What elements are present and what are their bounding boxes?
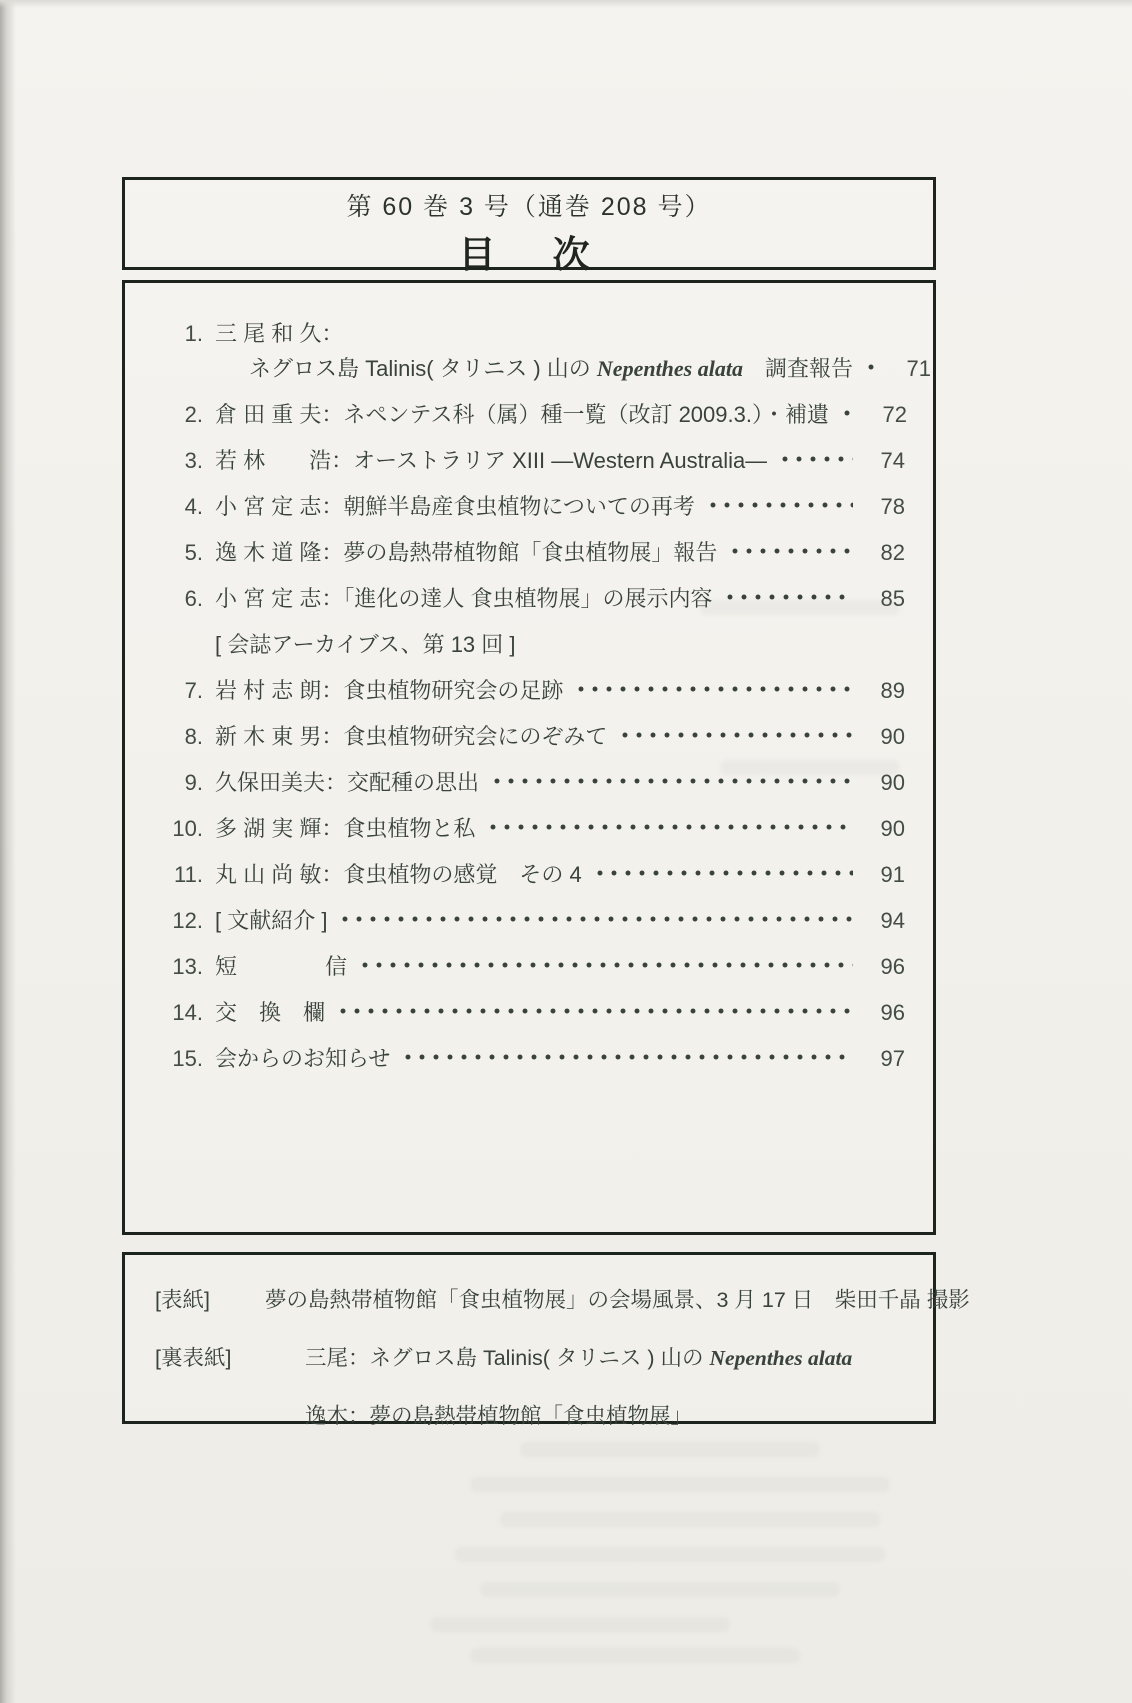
toc-entry-text-pre: 交 換 欄 (215, 1000, 326, 1025)
bleed-through-smudge (700, 600, 900, 615)
toc-page-number: 90 (880, 770, 905, 795)
issue-title-box (122, 177, 936, 275)
toc-entry-text-pre: 小 宮 定 志：「進化の達人 食虫植物展」の展示内容 (215, 586, 713, 611)
toc-entry-text (215, 317, 343, 348)
toc-entry-text (215, 812, 475, 843)
toc-entry-text-pre: 逸 木 道 隆：夢の島熱帯植物館「食虫植物展」報告 (215, 540, 718, 565)
toc-entry-text (215, 766, 479, 797)
toc-page-number: 89 (880, 678, 905, 703)
cover-credit-text (305, 1399, 692, 1430)
species-name-italic: Nepenthes alata (709, 1346, 853, 1370)
toc-entry-text-pre: 若 林 浩：オーストラリア XIII —Western Australia— (215, 448, 768, 473)
toc-entry-text-pre: ネグロス島 Talinis( タリニス ) 山の (249, 356, 597, 381)
cover-credit-text-pre: 夢の島熱帯植物館「食虫植物展」の会場風景、3 月 17 日 柴田千晶 撮影 (265, 1288, 970, 1312)
toc-entry-number: 12. (172, 908, 203, 933)
toc-entry-number: 4. (184, 494, 203, 519)
toc-entry-text (215, 490, 695, 521)
toc-entry-text (215, 1042, 390, 1073)
toc-row (155, 398, 907, 427)
toc-entry-number: 3. (184, 448, 203, 473)
bleed-through-smudge (430, 1617, 730, 1632)
toc-entry-text (215, 398, 829, 429)
cover-credit-row (155, 1283, 970, 1314)
toc-entry-text (249, 352, 853, 383)
toc-entry-number: 15. (172, 1046, 203, 1071)
cover-label: [裏表紙] (155, 1346, 232, 1370)
dot-leader (361, 961, 853, 969)
toc-entry-text-pre: 会からのお知らせ (215, 1046, 391, 1071)
dot-leader (843, 409, 855, 417)
toc-page-number: 97 (880, 1046, 905, 1071)
toc-row (155, 996, 905, 1025)
toc-entry-text-pre: 倉 田 重 夫：ネペンテス科（属）種一覧（改訂 2009.3.）・補遺 (215, 402, 829, 427)
toc-section-row (155, 628, 905, 657)
toc-row (155, 950, 905, 979)
toc-row (155, 536, 905, 565)
species-name-italic: Nepenthes alata (596, 356, 743, 381)
dot-leader (731, 547, 853, 555)
toc-entry-number: 10. (172, 816, 203, 841)
bleed-through-smudge (455, 1547, 885, 1562)
toc-row (155, 317, 905, 346)
dot-leader (709, 501, 853, 509)
dot-leader (621, 731, 853, 739)
toc-page-number: 71 (906, 356, 931, 381)
toc-row (155, 674, 905, 703)
dot-leader (489, 823, 853, 831)
toc-page-number: 85 (880, 586, 905, 611)
dot-leader (341, 915, 853, 923)
toc-row (155, 904, 905, 933)
toc-row (155, 352, 931, 381)
toc-entry-number: 5. (184, 540, 203, 565)
toc-entry-text-pre: 多 湖 実 輝：食虫植物と私 (215, 816, 476, 841)
toc-row (155, 1042, 905, 1071)
dot-leader (404, 1053, 853, 1061)
toc-entry-text-pre: 小 宮 定 志：朝鮮半島産食虫植物についての再考 (215, 494, 695, 519)
cover-credit-text-pre: 三尾：ネグロス島 Talinis( タリニス ) 山の (305, 1346, 710, 1370)
toc-entry-text-pre: 三 尾 和 久： (215, 321, 344, 346)
bleed-through-smudge (500, 1512, 880, 1527)
toc-entry-text (215, 720, 607, 751)
toc-page-number: 78 (880, 494, 905, 519)
cover-credit-row (305, 1399, 905, 1430)
toc-entry-number: 9. (184, 770, 203, 795)
bleed-through-smudge (470, 1648, 800, 1663)
toc-entry-text (215, 628, 516, 659)
cover-credit-text (305, 1341, 852, 1372)
toc-entry-text (215, 904, 327, 935)
toc-entry-text-pre: 短 信 (215, 954, 348, 979)
toc-entry-text (215, 444, 767, 475)
toc-entry-text (215, 536, 717, 567)
scan-edge-shadow-top (0, 0, 1132, 8)
toc-entry-text-pre: 岩 村 志 朗：食虫植物研究会の足跡 (215, 678, 564, 703)
toc-page-number: 72 (882, 402, 907, 427)
toc-page-number: 82 (880, 540, 905, 565)
bleed-through-smudge (470, 1477, 890, 1492)
dot-leader (339, 1007, 853, 1015)
toc-entry-text (215, 582, 712, 613)
cover-credit-text-pre: 逸木：夢の島熱帯植物館「食虫植物展」 (305, 1404, 693, 1428)
toc-entry-text-post: 調査報告 (742, 356, 853, 381)
bleed-through-smudge (480, 1582, 840, 1597)
toc-row (155, 812, 905, 841)
cover-credit-row (155, 1341, 905, 1372)
dot-leader (577, 685, 853, 693)
toc-page-number: 74 (880, 448, 905, 473)
toc-page-number: 90 (880, 724, 905, 749)
cover-credit-text (265, 1283, 970, 1314)
toc-row (155, 490, 905, 519)
toc-page-number: 91 (880, 862, 905, 887)
toc-heading: 目 次 (458, 234, 600, 275)
cover-credits-box (122, 1252, 970, 1428)
toc-entry-text-pre: [ 文献紹介 ] (215, 908, 328, 933)
scan-edge-shadow-left (0, 0, 16, 1703)
toc-entry-text (215, 996, 325, 1027)
toc-page-number: 90 (880, 816, 905, 841)
toc-entry-list (155, 317, 931, 1071)
table-of-contents-box (122, 280, 936, 1235)
dot-leader (596, 869, 853, 877)
toc-entry-number: 1. (184, 321, 203, 346)
toc-entry-text-pre: [ 会誌アーカイブス、第 13 回 ] (215, 632, 516, 657)
toc-entry-text (215, 674, 563, 705)
toc-entry-number: 7. (184, 678, 203, 703)
bleed-through-smudge (720, 760, 900, 775)
toc-entry-text-pre: 新 木 東 男：食虫植物研究会にのぞみて (215, 724, 608, 749)
toc-row (155, 720, 905, 749)
bleed-through-smudge (520, 1442, 820, 1457)
dot-leader (781, 455, 853, 463)
toc-entry-text (215, 950, 347, 981)
toc-entry-text-pre: 丸 山 尚 敏：食虫植物の感覚 その 4 (215, 862, 582, 887)
toc-entry-number: 8. (184, 724, 203, 749)
toc-entry-text (215, 858, 582, 889)
toc-row (155, 444, 905, 473)
dot-leader (493, 777, 853, 785)
toc-entry-text-pre: 久保田美夫：交配種の思出 (215, 770, 480, 795)
toc-entry-number: 11. (174, 862, 203, 887)
toc-page-number: 96 (880, 954, 905, 979)
toc-entry-number: 13. (172, 954, 203, 979)
toc-entry-number: 2. (184, 402, 203, 427)
dot-leader (867, 363, 879, 371)
toc-entry-number: 6. (184, 586, 203, 611)
toc-row (155, 858, 905, 887)
cover-label: [表紙] (155, 1288, 210, 1312)
cover-credit-list (155, 1283, 970, 1430)
toc-entry-number: 14. (172, 1000, 203, 1025)
toc-page-number: 94 (880, 908, 905, 933)
toc-page-number: 96 (880, 1000, 905, 1025)
issue-number-line: 第 60 巻 3 号（通巻 208 号） (346, 193, 712, 221)
